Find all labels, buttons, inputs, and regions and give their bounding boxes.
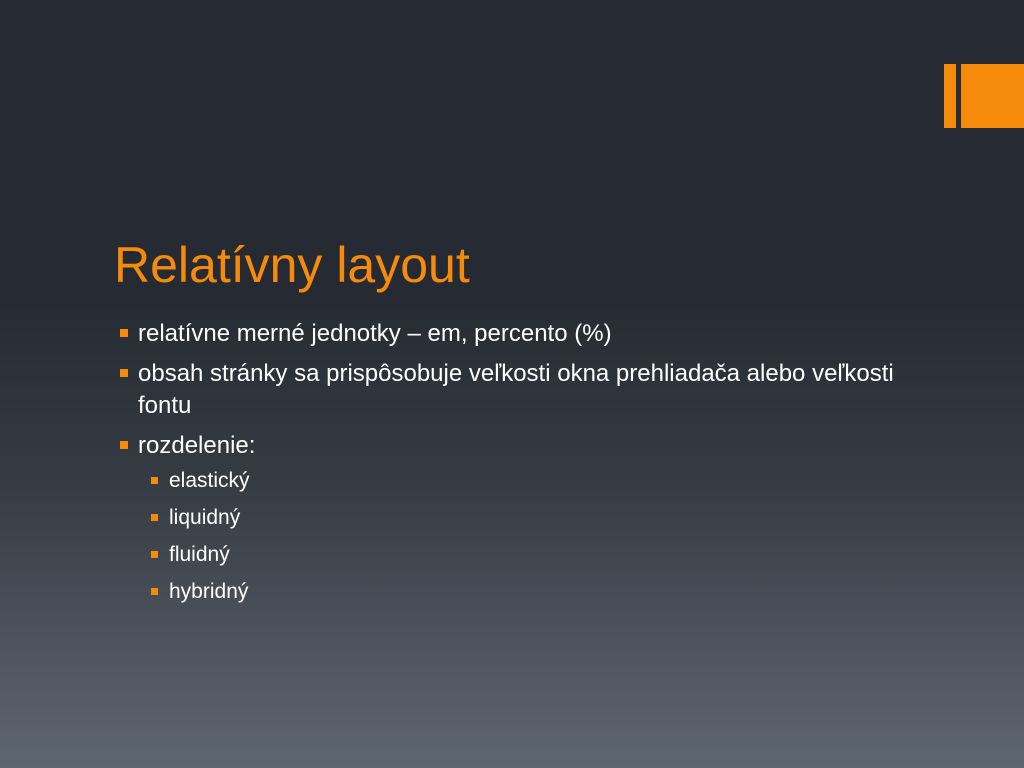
bullet-item — [118, 318, 898, 350]
bullet-item — [118, 430, 898, 607]
accent-bar-thin — [944, 64, 956, 128]
sub-bullet-text: liquidný — [169, 506, 241, 529]
square-bullet-icon — [120, 369, 128, 377]
sub-bullet-text: hybridný — [169, 580, 249, 603]
bullet-text: rozdelenie: — [138, 432, 256, 459]
bullet-item — [118, 358, 898, 422]
sub-bullet-item — [118, 540, 898, 570]
bullet-text: obsah stránky sa prispôsobuje veľkosti okna prehliadača alebo veľkosti fontu — [138, 360, 894, 419]
sub-bullet-text: fluidný — [169, 543, 230, 566]
sub-bullet-item — [118, 466, 898, 496]
sub-bullet-item — [118, 503, 898, 533]
accent-bar-wide — [961, 64, 1024, 128]
square-bullet-icon — [151, 477, 158, 484]
sub-bullet-item — [118, 577, 898, 607]
slide-title: Relatívny layout — [114, 237, 470, 293]
square-bullet-icon — [120, 329, 128, 337]
sub-bullet-text: elastický — [169, 469, 250, 492]
square-bullet-icon — [151, 588, 158, 595]
square-bullet-icon — [120, 441, 128, 449]
bullet-list — [118, 318, 898, 615]
square-bullet-icon — [151, 551, 158, 558]
sub-bullet-list — [118, 466, 898, 607]
square-bullet-icon — [151, 514, 158, 521]
bullet-text: relatívne merné jednotky – em, percento (%) — [138, 320, 612, 347]
